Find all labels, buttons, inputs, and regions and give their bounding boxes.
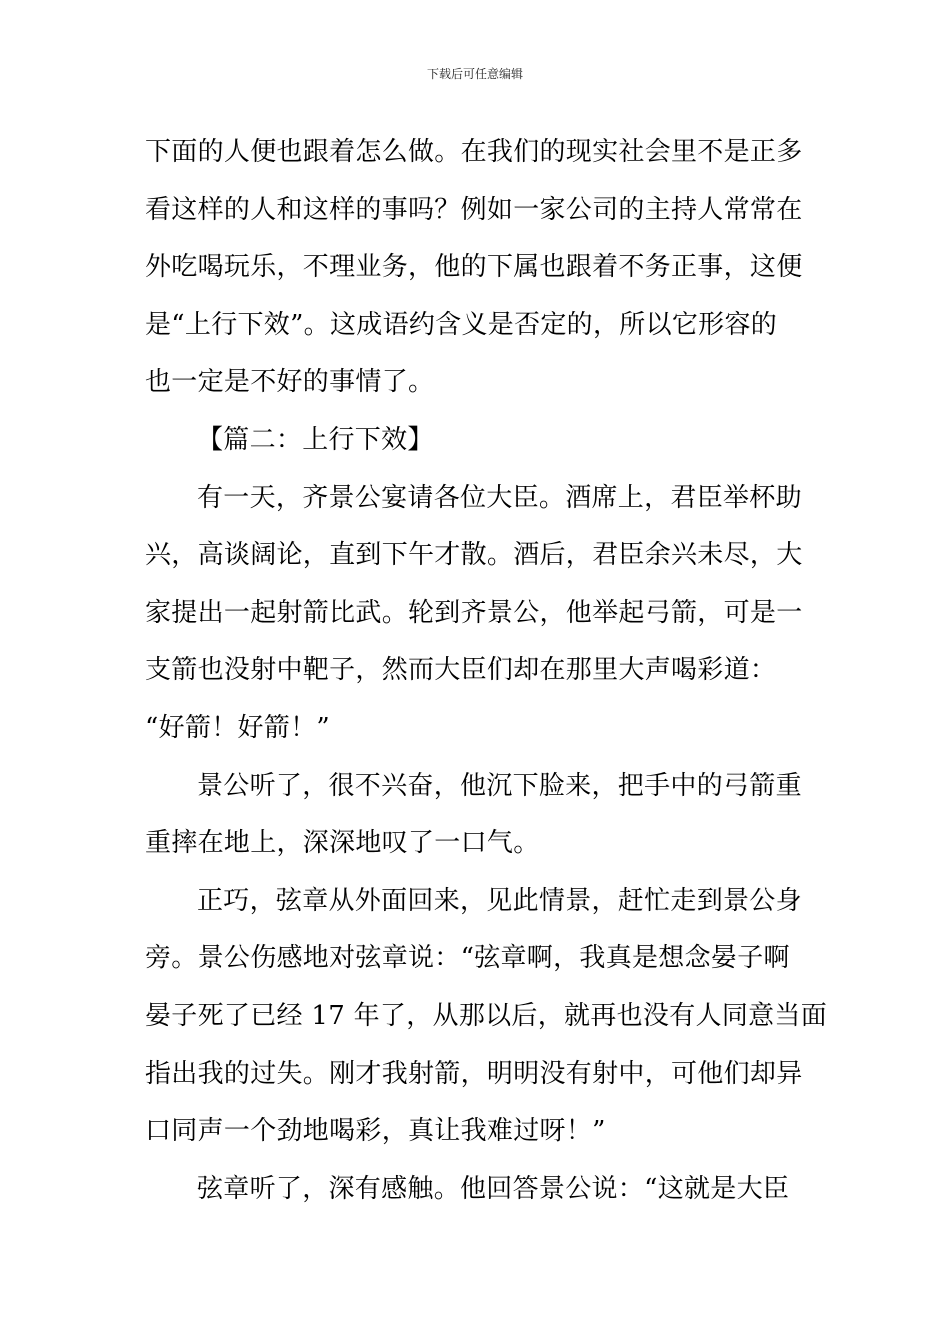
text-line: 口同声一个劲地喝彩，真让我难过呀！”: [145, 1116, 606, 1147]
text-line: 弦章听了，深有感触。他回答景公说：“这就是大臣: [197, 1173, 790, 1204]
section-heading: 【篇二：上行下效】: [197, 424, 434, 455]
text-line: 重摔在地上，深深地叹了一口气。: [145, 828, 540, 859]
text-line: “好箭！好箭！”: [145, 712, 330, 743]
text-line: 晏子死了已经 17 年了，从那以后，就再也没有人同意当面: [145, 1000, 828, 1031]
text-line: 是“上行下效”。这成语约含义是否定的，所以它形容的: [145, 309, 778, 340]
text-line: 家提出一起射箭比武。轮到齐景公，他举起弓箭，可是一: [145, 597, 803, 628]
text-line: 也一定是不好的事情了。: [145, 367, 435, 398]
text-line: 兴，高谈阔论，直到下午才散。酒后，君臣余兴未尽，大: [145, 540, 803, 571]
text-line: 景公听了，很不兴奋，他沉下脸来，把手中的弓箭重: [197, 770, 802, 801]
text-line: 下面的人便也跟着怎么做。在我们的现实社会里不是正多: [145, 137, 803, 167]
document-body: [145, 124, 828, 1218]
text-line: 旁。景公伤感地对弦章说：“弦章啊，我真是想念晏子啊: [145, 943, 790, 974]
text-line: 有一天，齐景公宴请各位大臣。酒席上，君臣举杯助: [197, 482, 802, 513]
text-line: 看这样的人和这样的事吗？例如一家公司的主持人常常在: [145, 194, 803, 225]
text-line: 支箭也没射中靶子，然而大臣们却在那里大声喝彩道：: [145, 655, 777, 686]
text-line: 指出我的过失。刚才我射箭，明明没有射中，可他们却异: [145, 1058, 803, 1089]
text-line: 外吃喝玩乐，不理业务，他的下属也跟着不务正事，这便: [145, 252, 803, 283]
text-line: 正巧，弦章从外面回来，见此情景，赶忙走到景公身: [197, 885, 802, 916]
page-header: 下载后可任意编辑: [426, 67, 523, 81]
